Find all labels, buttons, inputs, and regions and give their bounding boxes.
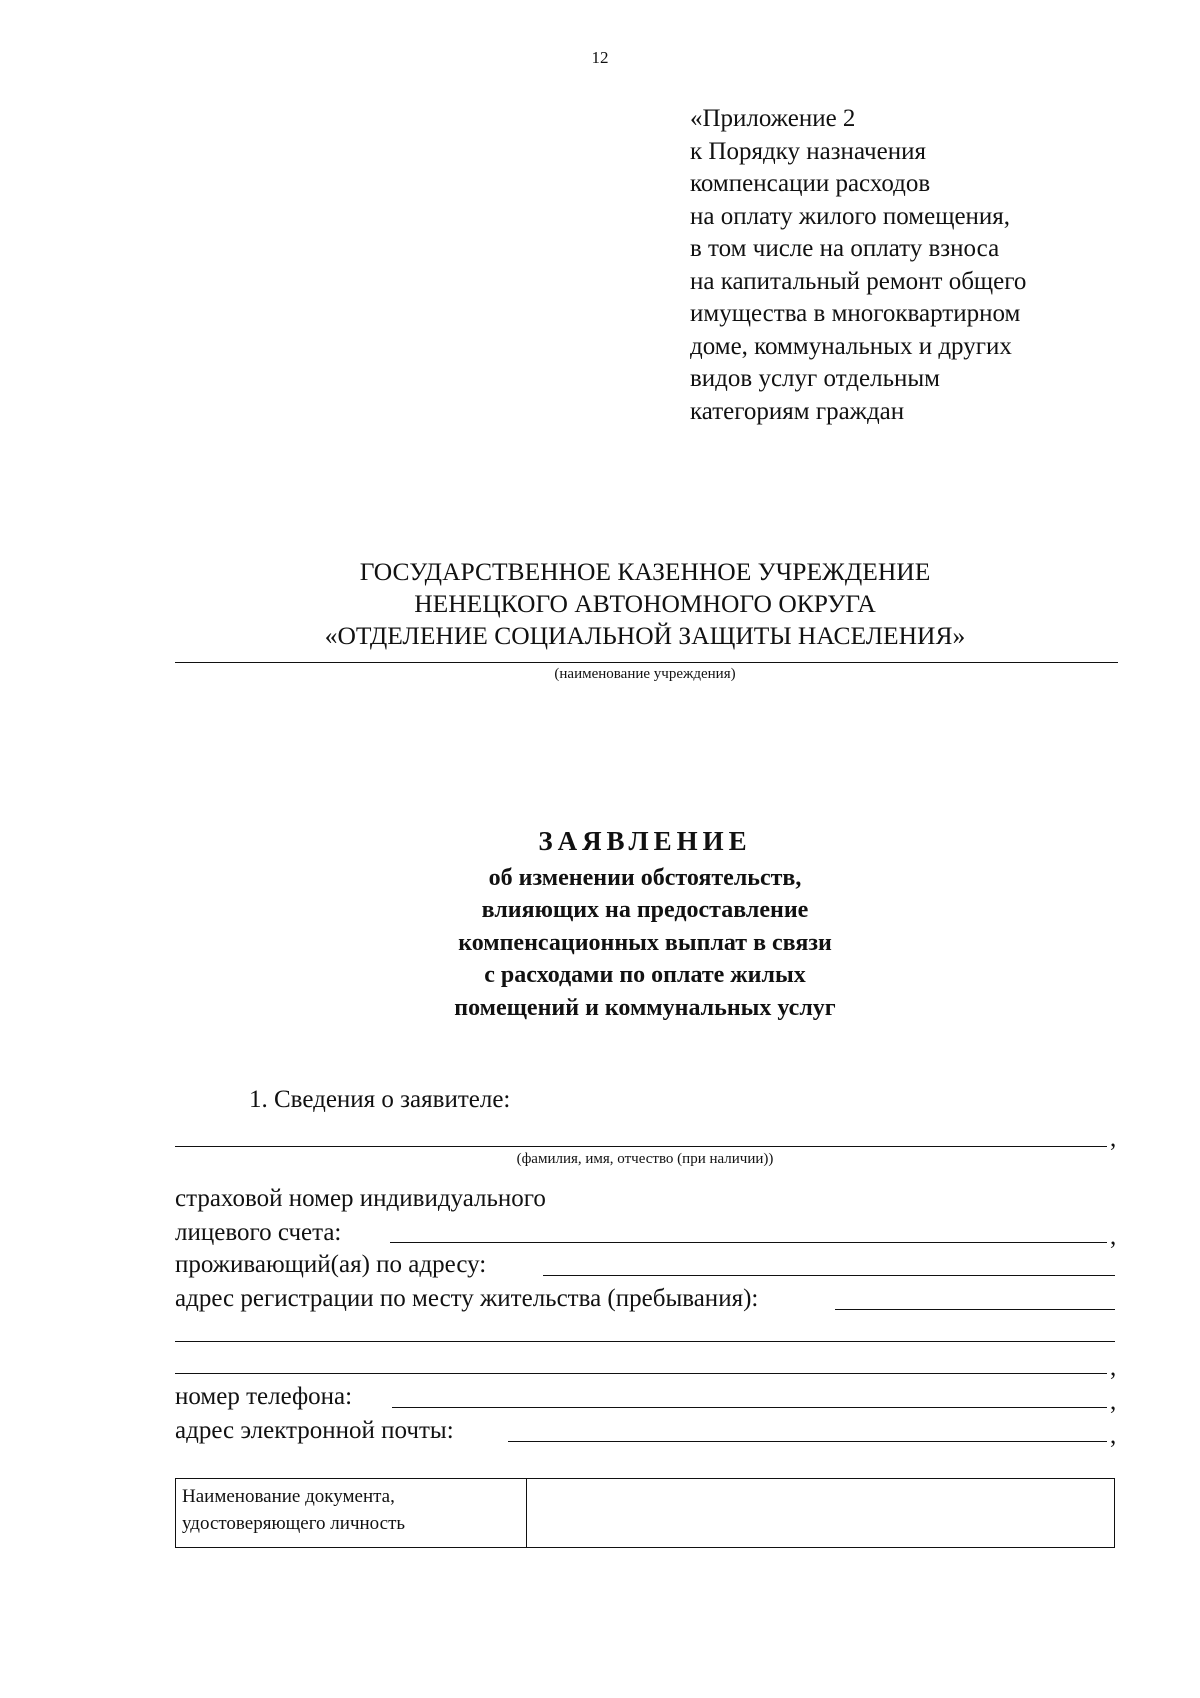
id-document-label-line1: Наименование документа, [182,1486,395,1507]
id-document-value-cell[interactable] [527,1479,1115,1548]
email-field[interactable] [508,1441,1107,1442]
subtitle-line: помещений и коммунальных услуг [454,994,836,1021]
snils-label-line2: лицевого счета: [175,1219,342,1246]
document-subtitle [0,862,1200,1024]
email-label: адрес электронной почты: [175,1417,454,1444]
appendix-line: компенсации расходов [690,170,931,197]
appendix-line: «Приложение 2 [690,105,856,132]
table-row [176,1479,1115,1548]
organization-caption: (наименование учреждения) [554,666,736,682]
fio-field[interactable] [175,1146,1107,1147]
fio-comma: , [1110,1125,1117,1152]
registration-field[interactable] [835,1309,1115,1310]
appendix-line: видов услуг отдельным [690,365,940,392]
snils-field[interactable] [390,1242,1107,1243]
organization-line: «ОТДЕЛЕНИЕ СОЦИАЛЬНОЙ ЗАЩИТЫ НАСЕЛЕНИЯ» [324,621,966,650]
appendix-line: на капитальный ремонт общего [690,267,1027,295]
phone-label: номер телефона: [175,1383,353,1410]
registration-field-line3[interactable] [175,1373,1107,1374]
residence-label: проживающий(ая) по адресу: [175,1251,487,1278]
snils-comma: , [1110,1223,1117,1250]
appendix-line: доме, коммунальных и других [690,332,1012,360]
appendix-line: категориям граждан [690,397,905,425]
email-comma: , [1110,1422,1117,1449]
appendix-reference [690,103,1026,428]
appendix-line: на оплату жилого помещения, [690,202,1011,230]
appendix-line: имущества в многоквартирном [690,300,1021,327]
id-document-table [175,1478,1115,1548]
organization-underline [175,662,1118,663]
subtitle-line: влияющих на предоставление [481,897,809,924]
phone-field[interactable] [392,1407,1107,1408]
organization-line: НЕНЕЦКОГО АВТОНОМНОГО ОКРУГА [414,589,876,618]
organization-name [0,556,1200,652]
section-heading: 1. Сведения о заявителе: [249,1086,511,1113]
organization-line: ГОСУДАРСТВЕННОЕ КАЗЕННОЕ УЧРЕЖДЕНИЕ [359,557,931,586]
registration-field-line2[interactable] [175,1341,1115,1342]
registration-comma: , [1110,1354,1117,1381]
subtitle-line: об изменении обстоятельств, [488,865,802,891]
phone-comma: , [1110,1388,1117,1415]
appendix-line: в том числе на оплату взноса [690,235,1000,262]
subtitle-line: с расходами по оплате жилых [484,962,806,989]
snils-label-line1: страховой номер индивидуального [175,1185,546,1212]
appendix-line: к Порядку назначения [690,137,926,165]
page-number: 12 [591,48,609,67]
subtitle-line: компенсационных выплат в связи [458,929,832,956]
document-title: ЗАЯВЛЕНИЕ [538,826,752,856]
residence-field[interactable] [543,1275,1115,1276]
id-document-label-cell [176,1479,527,1548]
registration-label: адрес регистрации по месту жительства (пребывания): [175,1285,759,1312]
fio-caption: (фамилия, имя, отчество (при наличии)) [516,1151,774,1167]
id-document-label-line2: удостоверяющего личность [182,1513,406,1534]
